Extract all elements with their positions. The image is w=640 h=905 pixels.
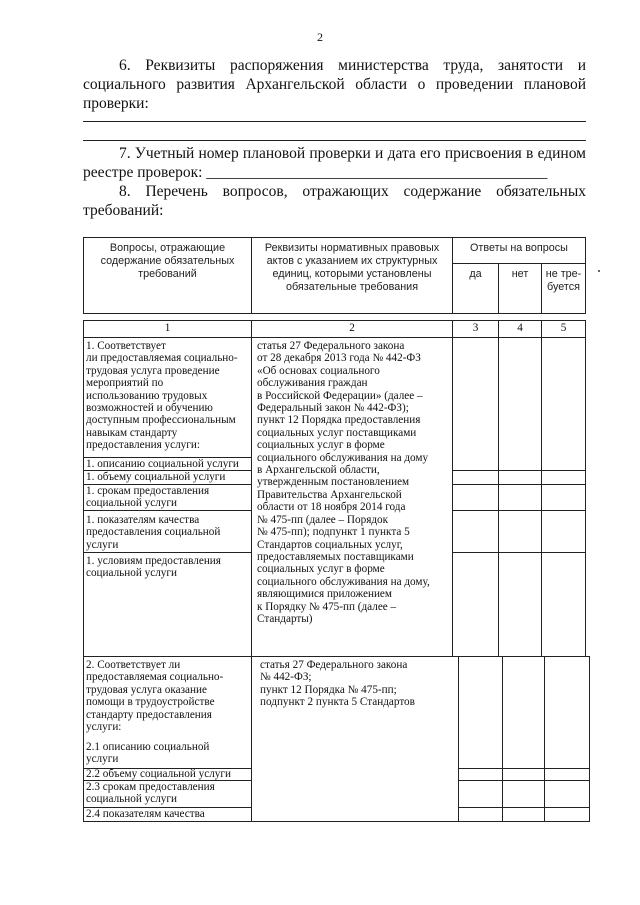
col-number-4: 4 (517, 322, 523, 334)
section-8-line-1: 8. Перечень вопросов, отражающих содержание обязательных (119, 183, 586, 200)
header-legal-line-4: обязательные требования (285, 281, 419, 293)
header-not-required-line-1: не тре- (545, 268, 582, 280)
question-2-text: 2. Соответствует ли предоставляемая социально- трудовая услуга оказание помощи в трудоустройстве стандарту предоставления услуги: (86, 659, 224, 734)
section-7-line-2: реестре проверок: ____________________________________________ (83, 164, 548, 181)
scan-dot (598, 270, 600, 272)
question-2-sub-quality: 2.4 показателям качества (86, 808, 205, 820)
section-7-line-1: 7. Учетный номер плановой проверки и дата его присвоения в едином (119, 145, 586, 162)
header-legal-line-3: единиц, которыми установлены (272, 268, 432, 280)
page-number: 2 (317, 30, 323, 44)
fill-line-2 (83, 140, 586, 141)
question-1-sub-conditions: 1. условиям предоставления социальной услуги (86, 555, 221, 580)
col-number-3: 3 (472, 322, 479, 334)
header-not-required-line-2: буется (547, 281, 580, 293)
header-answers: Ответы на вопросы (470, 242, 568, 254)
question-1-legal-references: статья 27 Федерального закона от 28 декабря 2013 года № 442-ФЗ «Об основах социального обслуживания граждан в Российской Федерации» (далее – Федеральный закон № 442-ФЗ); пункт 12 Порядка предоставления социальных услуг поставщиками социальных услуг в форме социального обслуживания на дому в Архангельской области, утвержденным постановлением Правительства Архангельской области от 18 ноября 2014 года № 475-пп (далее – Порядок № 475-пп); подпункт 1 пункта 5 Стандартов социальных услуг, предоставляемых поставщиками социальных услуг в форме социального обслуживания на дому, являющимися приложением к Порядку № 475-пп (далее – Стандарты) (257, 340, 430, 625)
question-1-sub-description: 1. описанию социальной услуги (86, 458, 239, 470)
header-yes: да (469, 268, 482, 280)
question-1-sub-volume: 1. объему социальной услуги (86, 471, 226, 483)
fill-line-1 (83, 121, 586, 122)
question-1-text: 1. Соответствует ли предоставляемая социально- трудовая услуга проведение мероприятий по использованию трудовых возможностей и обучению доступным профессиональным навыкам стандарту предоставления услуги: (86, 340, 238, 452)
col-number-1: 1 (164, 322, 171, 334)
question-2-legal-references: статья 27 Федерального закона № 442-ФЗ; пункт 12 Порядка № 475-пп; подпункт 2 пункта 5 Стандартов (260, 659, 415, 709)
header-questions-line-3: требований (138, 268, 197, 280)
question-1-sub-terms: 1. срокам предоставления социальной услуги (86, 485, 210, 510)
question-2-sub-terms: 2.3 срокам предоставления социальной услуги (86, 781, 215, 806)
question-1-sub-quality: 1. показателям качества предоставления социальной услуги (86, 514, 221, 551)
header-legal-line-1: Реквизиты нормативных правовых (264, 242, 440, 254)
section-8-line-2: требований: (83, 202, 164, 219)
col-number-2: 2 (349, 322, 355, 334)
question-2-sub-description: 2.1 описанию социальной услуги (86, 741, 210, 766)
header-legal-line-2: актов с указанием их структурных (266, 255, 438, 267)
header-no: нет (511, 268, 529, 280)
header-questions-line-1: Вопросы, отражающие (109, 242, 226, 254)
section-6-line-3: проверки: (83, 95, 149, 112)
header-questions-line-2: содержание обязательных (100, 255, 235, 267)
section-6-line-1: 6. Реквизиты распоряжения министерства труда, занятости и (119, 57, 586, 74)
question-2-sub-volume: 2.2 объему социальной услуги (86, 768, 231, 780)
section-6-line-2: социального развития Архангельской области о проведении плановой (83, 76, 586, 93)
col-number-5: 5 (560, 322, 567, 334)
